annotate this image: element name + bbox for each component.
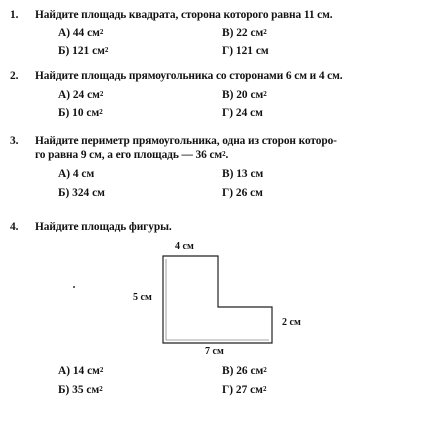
option-1-b[interactable]: Б) 121 $см^2$: [58, 45, 109, 57]
option-2-g[interactable]: Г) 24 см: [222, 107, 263, 119]
option-3-g[interactable]: Г) 26 см: [222, 187, 263, 199]
question-4-text: 4. Найдите площадь фигуры.: [10, 221, 172, 233]
option-1-v[interactable]: В) 22 $см^2$: [222, 27, 267, 39]
question-2-text: 2. Найдите площадь прямоугольника со сторонами 6 см и 4 см.: [10, 70, 343, 82]
question-4: [10, 220, 435, 234]
option-4-b[interactable]: Б) 35 $см^2$: [58, 384, 103, 396]
question-number: 4.: [10, 221, 19, 233]
question-3-text-line2: го равна 9 см, а его площадь — 36 $см^2$.: [35, 149, 229, 161]
option-2-v[interactable]: В) 20 $см^2$: [222, 89, 267, 101]
question-number: 2.: [10, 70, 19, 82]
figure-right-label: 2 см: [282, 317, 301, 328]
option-1-g[interactable]: Г) 121 см: [222, 45, 269, 57]
figure-left-label: 5 см: [133, 292, 152, 303]
figure-bottom-label: 7 см: [205, 346, 224, 357]
question-number: 1.: [10, 9, 19, 21]
l-shape-inner-shadow: [166, 259, 269, 340]
figure-top-label: 4 см: [175, 241, 194, 252]
option-2-a[interactable]: А) 24 $см^2$: [58, 89, 104, 101]
l-shape-outline: [163, 256, 272, 343]
option-3-a[interactable]: А) 4 см: [58, 168, 95, 180]
option-4-g[interactable]: Г) 27 $см^2$: [222, 384, 267, 396]
option-3-v[interactable]: В) 13 см: [222, 168, 264, 180]
question-1: [10, 8, 435, 22]
stray-dot: [73, 286, 75, 288]
option-1-a[interactable]: А) 44 $см^2$: [58, 27, 104, 39]
option-2-b[interactable]: Б) 10 $см^2$: [58, 107, 103, 119]
question-1-text: 1. Найдите площадь квадрата, сторона которого равна 11 см.: [10, 9, 333, 21]
option-4-v[interactable]: В) 26 $см^2$: [222, 365, 267, 377]
option-4-a[interactable]: А) 14 $см^2$: [58, 365, 104, 377]
question-2: [10, 69, 435, 83]
question-3: [10, 134, 435, 162]
option-3-b[interactable]: Б) 324 см: [58, 187, 105, 199]
question-3-text: 3. Найдите периметр прямоугольника, одна из сторон которо-: [10, 135, 337, 147]
question-number: 3.: [10, 135, 19, 147]
